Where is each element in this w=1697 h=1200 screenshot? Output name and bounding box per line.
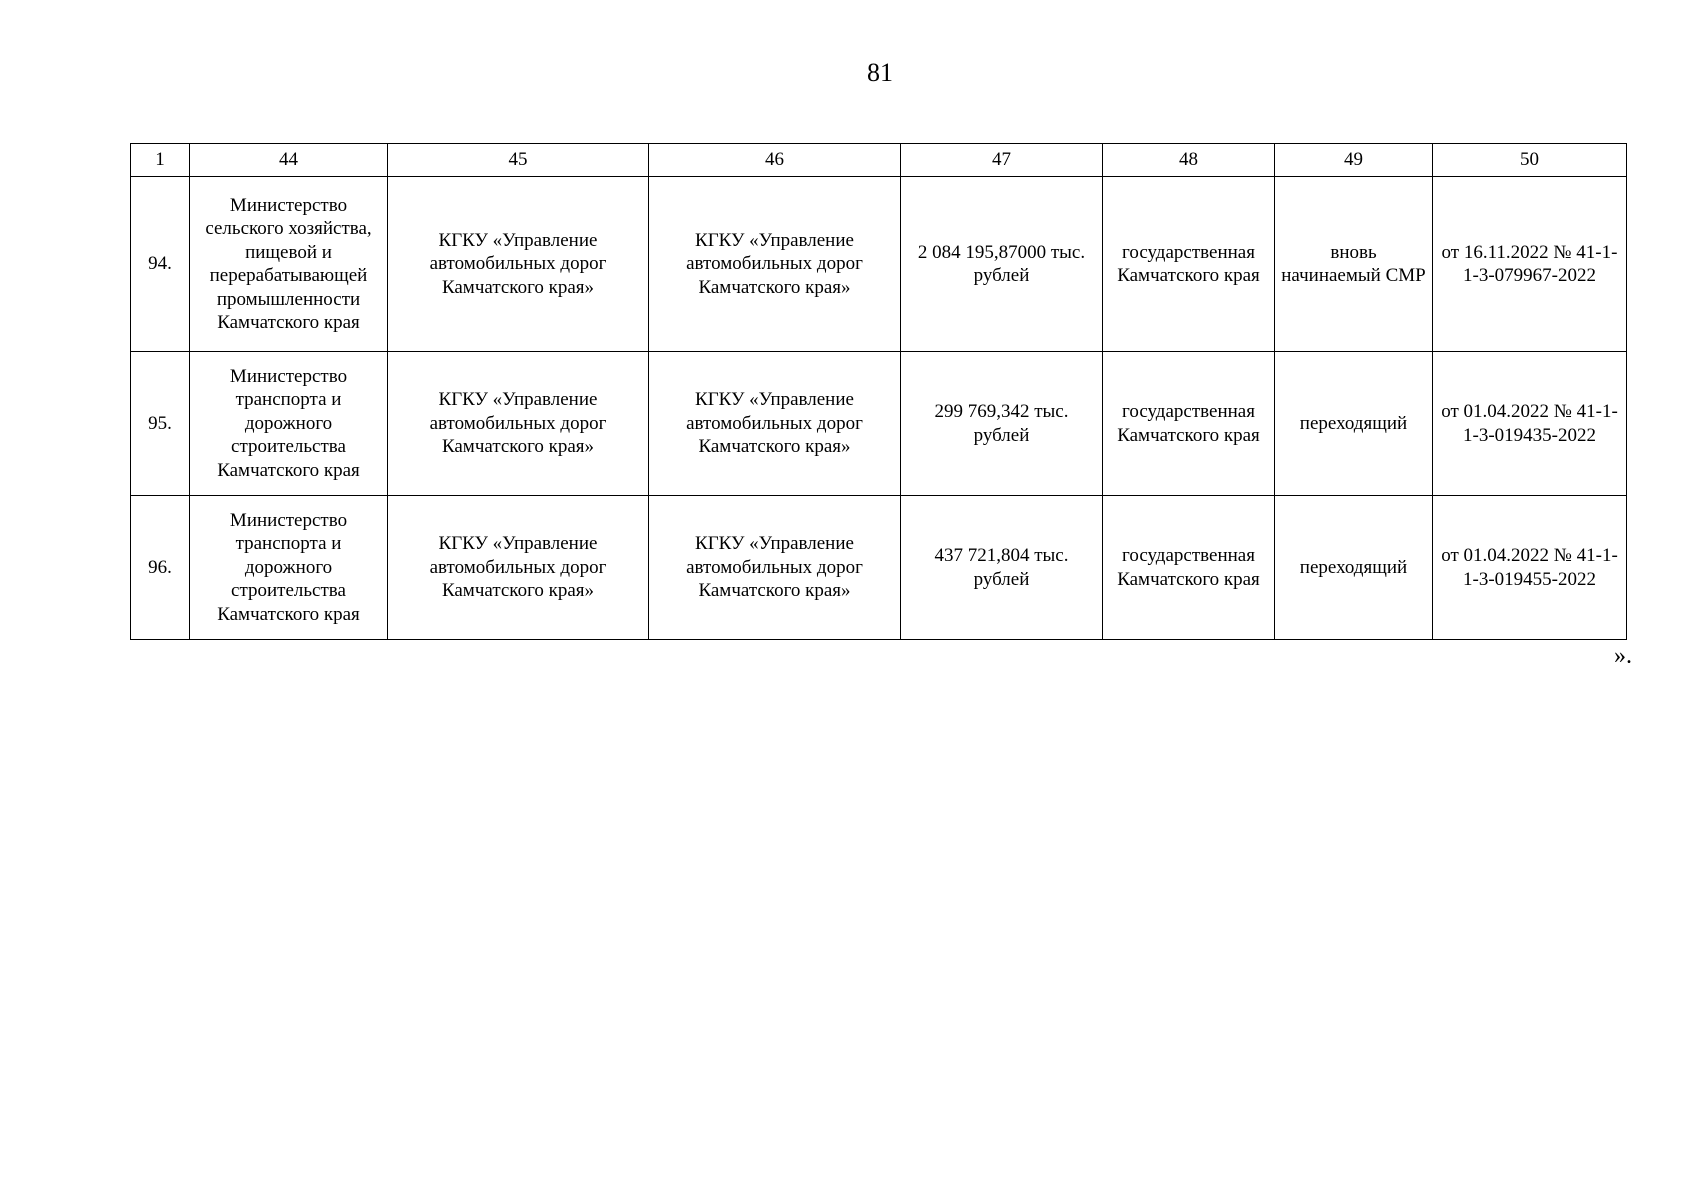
header-cell: 1 xyxy=(131,144,190,177)
header-cell: 50 xyxy=(1433,144,1627,177)
data-table xyxy=(130,143,1627,640)
ownership-cell: государственная Камчатского края xyxy=(1103,496,1275,640)
page-number: 81 xyxy=(867,58,893,87)
customer-cell: КГКУ «Управление автомобильных дорог Камчатского края» xyxy=(388,352,649,496)
ministry-cell: Министерство сельского хозяйства, пищевой и перерабатывающей промышленности Камчатского края xyxy=(190,177,388,352)
status-cell: переходящий xyxy=(1275,352,1433,496)
customer-cell: КГКУ «Управление автомобильных дорог Камчатского края» xyxy=(388,496,649,640)
conclusion-cell: от 01.04.2022 № 41-1-1-3-019455-2022 xyxy=(1433,496,1627,640)
status-cell: вновь начинаемый СМР xyxy=(1275,177,1433,352)
status-cell: переходящий xyxy=(1275,496,1433,640)
row-number-cell: 94. xyxy=(131,177,190,352)
table-row xyxy=(131,352,1627,496)
conclusion-cell: от 01.04.2022 № 41-1-1-3-019435-2022 xyxy=(1433,352,1627,496)
header-cell: 46 xyxy=(649,144,901,177)
ministry-cell: Министерство транспорта и дорожного строительства Камчатского края xyxy=(190,496,388,640)
table-row xyxy=(131,177,1627,352)
header-cell: 48 xyxy=(1103,144,1275,177)
ownership-cell: государственная Камчатского края xyxy=(1103,177,1275,352)
header-cell: 47 xyxy=(901,144,1103,177)
header-cell: 49 xyxy=(1275,144,1433,177)
developer-cell: КГКУ «Управление автомобильных дорог Камчатского края» xyxy=(649,496,901,640)
table-row xyxy=(131,496,1627,640)
closing-quote: ». xyxy=(1614,643,1632,669)
developer-cell: КГКУ «Управление автомобильных дорог Камчатского края» xyxy=(649,352,901,496)
cost-cell: 437 721,804 тыс. рублей xyxy=(901,496,1103,640)
cost-cell: 299 769,342 тыс. рублей xyxy=(901,352,1103,496)
table-header-row xyxy=(131,144,1627,177)
conclusion-cell: от 16.11.2022 № 41-1-1-3-079967-2022 xyxy=(1433,177,1627,352)
ministry-cell: Министерство транспорта и дорожного строительства Камчатского края xyxy=(190,352,388,496)
customer-cell: КГКУ «Управление автомобильных дорог Камчатского края» xyxy=(388,177,649,352)
ownership-cell: государственная Камчатского края xyxy=(1103,352,1275,496)
header-cell: 44 xyxy=(190,144,388,177)
developer-cell: КГКУ «Управление автомобильных дорог Камчатского края» xyxy=(649,177,901,352)
row-number-cell: 96. xyxy=(131,496,190,640)
header-cell: 45 xyxy=(388,144,649,177)
row-number-cell: 95. xyxy=(131,352,190,496)
cost-cell: 2 084 195,87000 тыс. рублей xyxy=(901,177,1103,352)
